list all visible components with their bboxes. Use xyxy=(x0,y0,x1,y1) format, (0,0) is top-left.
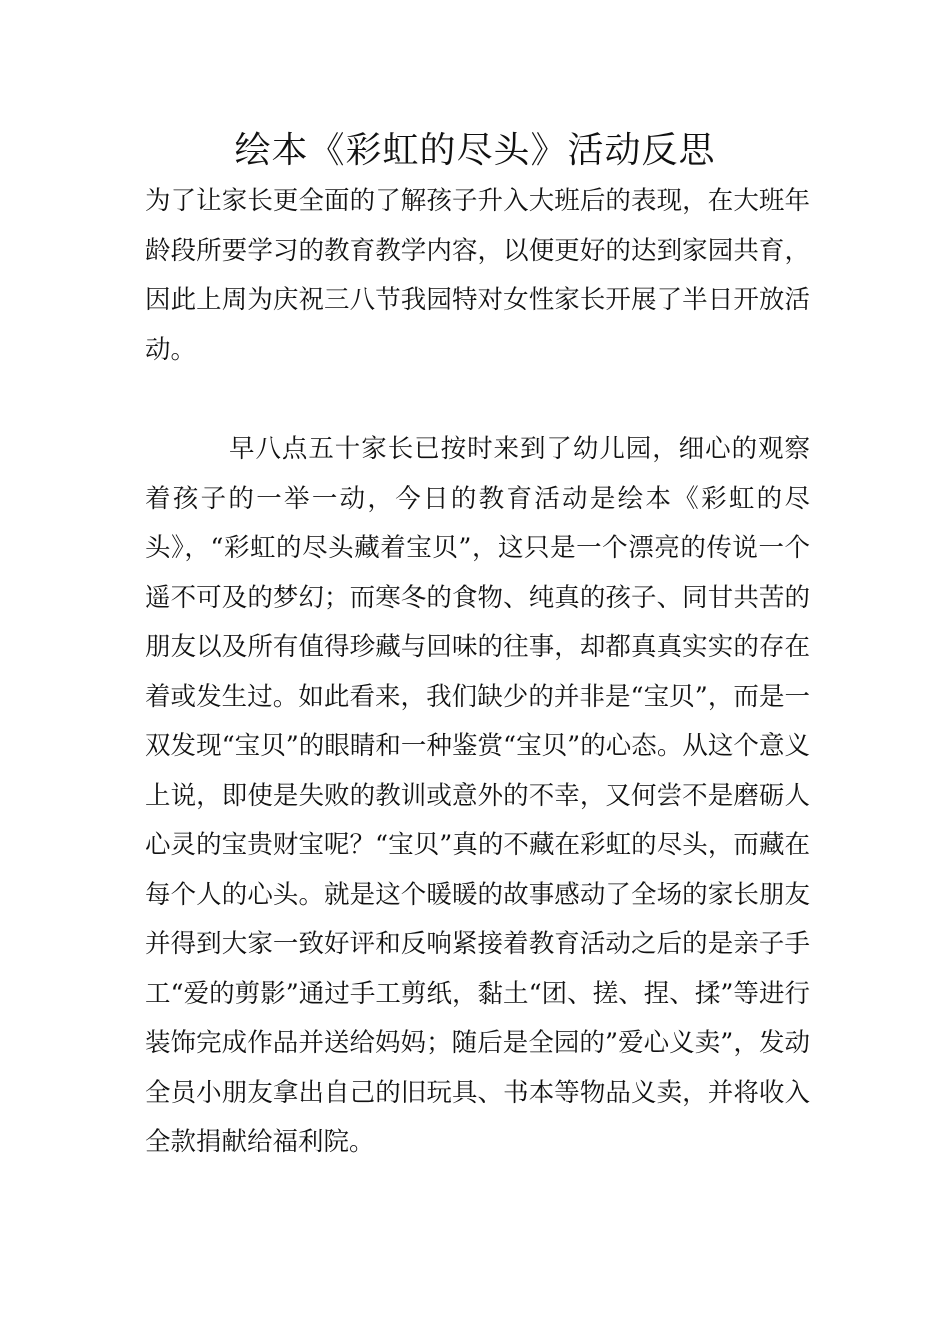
paragraph-activity: 早八点五十家长已按时来到了幼儿园，细心的观察着孩子的一举一动，今日的教育活动是绘本《彩虹的尽头》，“彩虹的尽头藏着宝贝”，这只是一个漂亮的传说一个遥不可及的梦幻；而寒冬的食物、纯真的孩子、同甘共苦的朋友以及所有值得珍藏与回味的往事，却都真真实实的存在着或发生过。如此看来，我们缺少的并非是“宝贝”，而是一双发现“宝贝”的眼睛和一种鉴赏“宝贝”的心态。从这个意义上说，即使是失败的教训或意外的不幸，又何尝不是磨砺人心灵的宝贵财宝呢？“宝贝”真的不藏在彩虹的尽头，而藏在每个人的心头。就是这个暖暖的故事感动了全场的家长朋友并得到大家一致好评和反响紧接着教育活动之后的是亲子手工“爱的剪影”通过手工剪纸，黏土“团、搓、捏、揉”等进行装饰完成作品并送给妈妈；随后是全园的”爱心义卖”，发动全员小朋友拿出自己的旧玩具、书本等物品义卖，并将收入全款捐献给福利院。 xyxy=(145,434,810,1157)
paragraph-intro: 为了让家长更全面的了解孩子升入大班后的表现，在大班年龄段所要学习的教育教学内容，以便更好的达到家园共育，因此上周为庆祝三八节我园特对女性家长开展了半日开放活动。 xyxy=(145,186,810,365)
document-title: 绘本《彩虹的尽头》活动反思 xyxy=(234,130,716,171)
